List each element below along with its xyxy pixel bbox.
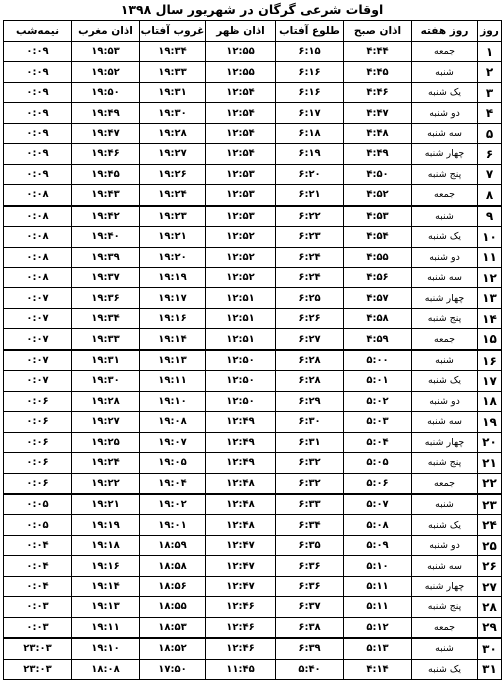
cell-sunrise: ۶:۳۵ <box>276 535 344 555</box>
cell-weekday: جمعه <box>412 185 478 206</box>
cell-maghrib: ۱۹:۱۰ <box>72 638 140 659</box>
cell-dhuhr: ۱۲:۴۶ <box>206 638 276 659</box>
cell-maghrib: ۱۹:۲۷ <box>72 412 140 432</box>
table-row <box>4 329 502 350</box>
header-fajr: اذان صبح <box>344 21 412 42</box>
cell-weekday: پنج شنبه <box>412 308 478 328</box>
cell-maghrib: ۱۹:۳۷ <box>72 267 140 287</box>
cell-sunset: ۱۹:۰۸ <box>140 412 206 432</box>
cell-dhuhr: ۱۲:۵۰ <box>206 350 276 371</box>
table-row <box>4 391 502 411</box>
cell-fajr: ۴:۵۹ <box>344 329 412 350</box>
cell-sunset: ۱۹:۰۴ <box>140 473 206 494</box>
cell-midnight: ۰:۰۶ <box>4 432 72 452</box>
cell-sunrise: ۵:۴۰ <box>276 659 344 679</box>
cell-fajr: ۴:۵۶ <box>344 267 412 287</box>
table-row <box>4 206 502 227</box>
cell-dhuhr: ۱۲:۵۵ <box>206 62 276 82</box>
cell-sunrise: ۶:۲۳ <box>276 227 344 247</box>
cell-maghrib: ۱۹:۱۴ <box>72 576 140 596</box>
cell-midnight: ۰:۰۹ <box>4 164 72 184</box>
cell-midnight: ۰:۰۴ <box>4 556 72 576</box>
cell-midnight: ۰:۰۴ <box>4 576 72 596</box>
cell-sunset: ۱۹:۰۱ <box>140 515 206 535</box>
cell-maghrib: ۱۹:۳۳ <box>72 329 140 350</box>
cell-sunrise: ۶:۱۶ <box>276 62 344 82</box>
cell-midnight: ۲۳:۰۳ <box>4 659 72 679</box>
table-row <box>4 42 502 62</box>
cell-sunset: ۱۹:۲۸ <box>140 123 206 143</box>
table-row <box>4 597 502 617</box>
header-maghrib: اذان مغرب <box>72 21 140 42</box>
cell-day: ۱۳ <box>478 288 502 308</box>
cell-sunset: ۱۹:۲۶ <box>140 164 206 184</box>
cell-fajr: ۴:۵۴ <box>344 227 412 247</box>
cell-sunset: ۱۹:۱۹ <box>140 267 206 287</box>
cell-weekday: یک شنبه <box>412 371 478 391</box>
cell-sunset: ۱۹:۳۱ <box>140 82 206 102</box>
cell-day: ۲۵ <box>478 535 502 555</box>
table-row <box>4 494 502 515</box>
cell-dhuhr: ۱۲:۴۷ <box>206 556 276 576</box>
cell-dhuhr: ۱۲:۵۳ <box>206 185 276 206</box>
cell-maghrib: ۱۹:۴۹ <box>72 103 140 123</box>
cell-sunset: ۱۷:۵۰ <box>140 659 206 679</box>
cell-sunset: ۱۹:۳۳ <box>140 62 206 82</box>
cell-midnight: ۰:۰۴ <box>4 535 72 555</box>
cell-day: ۲۴ <box>478 515 502 535</box>
cell-maghrib: ۱۹:۵۰ <box>72 82 140 102</box>
table-row <box>4 62 502 82</box>
cell-midnight: ۰:۰۳ <box>4 617 72 638</box>
cell-sunset: ۱۹:۱۳ <box>140 350 206 371</box>
cell-sunset: ۱۸:۵۵ <box>140 597 206 617</box>
cell-sunrise: ۶:۲۲ <box>276 206 344 227</box>
cell-day: ۱۰ <box>478 227 502 247</box>
cell-sunrise: ۶:۳۴ <box>276 515 344 535</box>
cell-midnight: ۰:۰۸ <box>4 185 72 206</box>
cell-weekday: سه شنبه <box>412 267 478 287</box>
header-midnight: نیمه‌شب <box>4 21 72 42</box>
cell-sunrise: ۶:۱۹ <box>276 144 344 164</box>
cell-dhuhr: ۱۲:۵۲ <box>206 267 276 287</box>
cell-maghrib: ۱۹:۴۳ <box>72 185 140 206</box>
page-title: اوقات شرعی گرگان در شهریور سال ۱۳۹۸ <box>120 2 384 17</box>
cell-midnight: ۰:۰۷ <box>4 350 72 371</box>
cell-sunset: ۱۹:۲۷ <box>140 144 206 164</box>
cell-fajr: ۵:۱۲ <box>344 617 412 638</box>
cell-sunset: ۱۸:۵۶ <box>140 576 206 596</box>
cell-day: ۱۴ <box>478 308 502 328</box>
cell-sunset: ۱۹:۲۴ <box>140 185 206 206</box>
cell-sunset: ۱۹:۱۴ <box>140 329 206 350</box>
header-weekday: روز هفته <box>412 21 478 42</box>
cell-maghrib: ۱۹:۴۲ <box>72 206 140 227</box>
cell-dhuhr: ۱۲:۴۶ <box>206 597 276 617</box>
cell-weekday: دو شنبه <box>412 247 478 267</box>
cell-day: ۲۶ <box>478 556 502 576</box>
cell-weekday: شنبه <box>412 638 478 659</box>
cell-dhuhr: ۱۲:۵۰ <box>206 371 276 391</box>
cell-midnight: ۰:۰۹ <box>4 42 72 62</box>
table-row <box>4 535 502 555</box>
cell-sunset: ۱۹:۱۶ <box>140 308 206 328</box>
cell-midnight: ۰:۰۷ <box>4 371 72 391</box>
cell-fajr: ۴:۵۳ <box>344 206 412 227</box>
cell-sunset: ۱۸:۵۸ <box>140 556 206 576</box>
cell-sunrise: ۶:۲۱ <box>276 185 344 206</box>
cell-midnight: ۰:۰۶ <box>4 391 72 411</box>
cell-sunrise: ۶:۳۸ <box>276 617 344 638</box>
cell-sunrise: ۶:۳۲ <box>276 453 344 473</box>
cell-sunrise: ۶:۳۳ <box>276 494 344 515</box>
cell-sunrise: ۶:۳۱ <box>276 432 344 452</box>
cell-sunrise: ۶:۳۷ <box>276 597 344 617</box>
cell-fajr: ۴:۵۰ <box>344 164 412 184</box>
cell-midnight: ۰:۰۷ <box>4 308 72 328</box>
cell-weekday: جمعه <box>412 42 478 62</box>
cell-maghrib: ۱۹:۲۴ <box>72 453 140 473</box>
cell-fajr: ۵:۰۲ <box>344 391 412 411</box>
table-row <box>4 576 502 596</box>
cell-sunrise: ۶:۳۹ <box>276 638 344 659</box>
cell-maghrib: ۱۹:۵۳ <box>72 42 140 62</box>
cell-maghrib: ۱۹:۵۲ <box>72 62 140 82</box>
table-row <box>4 267 502 287</box>
cell-midnight: ۰:۰۸ <box>4 267 72 287</box>
header-sunset: غروب آفتاب <box>140 21 206 42</box>
cell-sunset: ۱۸:۵۳ <box>140 617 206 638</box>
cell-midnight: ۲۳:۰۳ <box>4 638 72 659</box>
cell-weekday: شنبه <box>412 206 478 227</box>
cell-midnight: ۰:۰۸ <box>4 247 72 267</box>
table-row <box>4 638 502 659</box>
cell-day: ۱۶ <box>478 350 502 371</box>
cell-day: ۹ <box>478 206 502 227</box>
cell-midnight: ۰:۰۵ <box>4 494 72 515</box>
cell-fajr: ۵:۱۱ <box>344 576 412 596</box>
cell-day: ۱۷ <box>478 371 502 391</box>
table-row <box>4 123 502 143</box>
cell-weekday: پنج شنبه <box>412 597 478 617</box>
cell-midnight: ۰:۰۸ <box>4 227 72 247</box>
cell-weekday: سه شنبه <box>412 123 478 143</box>
cell-sunset: ۱۹:۲۳ <box>140 206 206 227</box>
cell-weekday: چهار شنبه <box>412 144 478 164</box>
cell-maghrib: ۱۹:۱۹ <box>72 515 140 535</box>
cell-sunrise: ۶:۳۶ <box>276 576 344 596</box>
cell-sunset: ۱۹:۱۰ <box>140 391 206 411</box>
cell-maghrib: ۱۹:۲۱ <box>72 494 140 515</box>
table-row <box>4 659 502 679</box>
cell-dhuhr: ۱۲:۴۶ <box>206 617 276 638</box>
table-row <box>4 453 502 473</box>
cell-day: ۱۹ <box>478 412 502 432</box>
cell-dhuhr: ۱۲:۴۹ <box>206 453 276 473</box>
cell-dhuhr: ۱۲:۴۸ <box>206 515 276 535</box>
cell-dhuhr: ۱۲:۵۰ <box>206 391 276 411</box>
cell-sunrise: ۶:۲۴ <box>276 247 344 267</box>
header-day: روز <box>478 21 502 42</box>
cell-day: ۱ <box>478 42 502 62</box>
cell-maghrib: ۱۹:۴۶ <box>72 144 140 164</box>
table-row <box>4 350 502 371</box>
cell-weekday: پنج شنبه <box>412 164 478 184</box>
cell-fajr: ۵:۰۶ <box>344 473 412 494</box>
table-row <box>4 432 502 452</box>
cell-maghrib: ۱۹:۲۲ <box>72 473 140 494</box>
cell-sunset: ۱۸:۵۲ <box>140 638 206 659</box>
cell-fajr: ۵:۰۴ <box>344 432 412 452</box>
header-dhuhr: اذان ظهر <box>206 21 276 42</box>
cell-fajr: ۵:۰۳ <box>344 412 412 432</box>
cell-fajr: ۵:۱۱ <box>344 597 412 617</box>
cell-dhuhr: ۱۲:۴۸ <box>206 473 276 494</box>
cell-sunset: ۱۹:۳۰ <box>140 103 206 123</box>
cell-midnight: ۰:۰۹ <box>4 82 72 102</box>
cell-midnight: ۰:۰۵ <box>4 515 72 535</box>
cell-weekday: شنبه <box>412 494 478 515</box>
cell-dhuhr: ۱۲:۵۴ <box>206 103 276 123</box>
cell-sunrise: ۶:۳۶ <box>276 556 344 576</box>
cell-weekday: دو شنبه <box>412 391 478 411</box>
cell-weekday: سه شنبه <box>412 556 478 576</box>
cell-maghrib: ۱۹:۱۱ <box>72 617 140 638</box>
cell-sunrise: ۶:۲۹ <box>276 391 344 411</box>
cell-day: ۲۳ <box>478 494 502 515</box>
cell-day: ۷ <box>478 164 502 184</box>
cell-sunrise: ۶:۲۸ <box>276 371 344 391</box>
cell-dhuhr: ۱۲:۵۲ <box>206 247 276 267</box>
table-row <box>4 247 502 267</box>
cell-weekday: یک شنبه <box>412 82 478 102</box>
cell-day: ۶ <box>478 144 502 164</box>
cell-maghrib: ۱۹:۳۰ <box>72 371 140 391</box>
cell-dhuhr: ۱۲:۴۷ <box>206 576 276 596</box>
cell-fajr: ۵:۰۷ <box>344 494 412 515</box>
cell-sunset: ۱۹:۰۷ <box>140 432 206 452</box>
table-header-row <box>4 21 502 42</box>
cell-weekday: جمعه <box>412 329 478 350</box>
cell-maghrib: ۱۹:۴۵ <box>72 164 140 184</box>
cell-weekday: شنبه <box>412 62 478 82</box>
cell-maghrib: ۱۹:۴۰ <box>72 227 140 247</box>
table-row <box>4 617 502 638</box>
cell-sunrise: ۶:۱۸ <box>276 123 344 143</box>
cell-day: ۲۸ <box>478 597 502 617</box>
cell-sunrise: ۶:۲۴ <box>276 267 344 287</box>
table-row <box>4 185 502 206</box>
cell-fajr: ۴:۴۶ <box>344 82 412 102</box>
cell-day: ۱۲ <box>478 267 502 287</box>
table-row <box>4 164 502 184</box>
cell-midnight: ۰:۰۹ <box>4 62 72 82</box>
cell-midnight: ۰:۰۳ <box>4 597 72 617</box>
cell-fajr: ۴:۴۹ <box>344 144 412 164</box>
cell-sunset: ۱۹:۱۷ <box>140 288 206 308</box>
cell-fajr: ۴:۴۸ <box>344 123 412 143</box>
table-row <box>4 103 502 123</box>
cell-maghrib: ۱۹:۲۸ <box>72 391 140 411</box>
cell-dhuhr: ۱۲:۴۷ <box>206 535 276 555</box>
cell-day: ۳۰ <box>478 638 502 659</box>
cell-maghrib: ۱۹:۱۳ <box>72 597 140 617</box>
cell-day: ۳۱ <box>478 659 502 679</box>
cell-day: ۴ <box>478 103 502 123</box>
cell-sunrise: ۶:۲۸ <box>276 350 344 371</box>
cell-maghrib: ۱۹:۱۶ <box>72 556 140 576</box>
cell-fajr: ۵:۰۹ <box>344 535 412 555</box>
table-row <box>4 515 502 535</box>
table-row <box>4 82 502 102</box>
cell-sunrise: ۶:۲۰ <box>276 164 344 184</box>
cell-weekday: چهار شنبه <box>412 432 478 452</box>
cell-midnight: ۰:۰۶ <box>4 453 72 473</box>
cell-dhuhr: ۱۲:۵۱ <box>206 308 276 328</box>
cell-fajr: ۴:۱۴ <box>344 659 412 679</box>
cell-day: ۱۸ <box>478 391 502 411</box>
cell-weekday: شنبه <box>412 350 478 371</box>
cell-maghrib: ۱۹:۳۹ <box>72 247 140 267</box>
cell-day: ۲۰ <box>478 432 502 452</box>
table-row <box>4 144 502 164</box>
cell-sunset: ۱۹:۰۲ <box>140 494 206 515</box>
cell-midnight: ۰:۰۶ <box>4 473 72 494</box>
table-row <box>4 473 502 494</box>
cell-fajr: ۵:۰۵ <box>344 453 412 473</box>
table-row <box>4 308 502 328</box>
cell-midnight: ۰:۰۹ <box>4 144 72 164</box>
cell-fajr: ۴:۵۷ <box>344 288 412 308</box>
cell-fajr: ۵:۱۰ <box>344 556 412 576</box>
cell-weekday: سه شنبه <box>412 412 478 432</box>
cell-weekday: جمعه <box>412 473 478 494</box>
cell-sunset: ۱۸:۵۹ <box>140 535 206 555</box>
cell-dhuhr: ۱۱:۴۵ <box>206 659 276 679</box>
table-row <box>4 556 502 576</box>
cell-sunrise: ۶:۲۵ <box>276 288 344 308</box>
cell-sunset: ۱۹:۰۵ <box>140 453 206 473</box>
cell-fajr: ۴:۴۵ <box>344 62 412 82</box>
cell-day: ۱۵ <box>478 329 502 350</box>
cell-day: ۳ <box>478 82 502 102</box>
cell-dhuhr: ۱۲:۵۴ <box>206 82 276 102</box>
cell-sunrise: ۶:۳۲ <box>276 473 344 494</box>
cell-day: ۲ <box>478 62 502 82</box>
cell-sunset: ۱۹:۳۴ <box>140 42 206 62</box>
cell-dhuhr: ۱۲:۵۲ <box>206 227 276 247</box>
cell-sunrise: ۶:۲۷ <box>276 329 344 350</box>
cell-fajr: ۴:۵۸ <box>344 308 412 328</box>
cell-sunrise: ۶:۱۷ <box>276 103 344 123</box>
cell-midnight: ۰:۰۶ <box>4 412 72 432</box>
cell-maghrib: ۱۸:۰۸ <box>72 659 140 679</box>
cell-fajr: ۵:۰۱ <box>344 371 412 391</box>
cell-dhuhr: ۱۲:۵۳ <box>206 164 276 184</box>
cell-maghrib: ۱۹:۱۸ <box>72 535 140 555</box>
cell-midnight: ۰:۰۷ <box>4 329 72 350</box>
cell-maghrib: ۱۹:۳۱ <box>72 350 140 371</box>
cell-weekday: جمعه <box>412 617 478 638</box>
table-body <box>4 42 502 680</box>
cell-weekday: یک شنبه <box>412 659 478 679</box>
cell-maghrib: ۱۹:۴۷ <box>72 123 140 143</box>
cell-weekday: یک شنبه <box>412 227 478 247</box>
cell-midnight: ۰:۰۹ <box>4 123 72 143</box>
cell-fajr: ۴:۴۷ <box>344 103 412 123</box>
cell-fajr: ۴:۵۵ <box>344 247 412 267</box>
cell-midnight: ۰:۰۸ <box>4 206 72 227</box>
cell-weekday: یک شنبه <box>412 515 478 535</box>
cell-dhuhr: ۱۲:۴۹ <box>206 432 276 452</box>
cell-fajr: ۵:۰۰ <box>344 350 412 371</box>
cell-dhuhr: ۱۲:۵۴ <box>206 123 276 143</box>
cell-sunrise: ۶:۲۶ <box>276 308 344 328</box>
cell-midnight: ۰:۰۹ <box>4 103 72 123</box>
cell-weekday: چهار شنبه <box>412 288 478 308</box>
table-row <box>4 412 502 432</box>
cell-sunset: ۱۹:۲۱ <box>140 227 206 247</box>
cell-midnight: ۰:۰۷ <box>4 288 72 308</box>
cell-sunrise: ۶:۱۶ <box>276 82 344 102</box>
header-sunrise: طلوع آفتاب <box>276 21 344 42</box>
cell-fajr: ۴:۵۲ <box>344 185 412 206</box>
cell-sunset: ۱۹:۲۰ <box>140 247 206 267</box>
prayer-times-table <box>3 20 502 680</box>
cell-fajr: ۴:۴۴ <box>344 42 412 62</box>
cell-dhuhr: ۱۲:۵۱ <box>206 288 276 308</box>
cell-day: ۲۷ <box>478 576 502 596</box>
cell-dhuhr: ۱۲:۵۱ <box>206 329 276 350</box>
cell-weekday: چهار شنبه <box>412 576 478 596</box>
cell-weekday: دو شنبه <box>412 535 478 555</box>
cell-maghrib: ۱۹:۲۵ <box>72 432 140 452</box>
cell-fajr: ۵:۱۳ <box>344 638 412 659</box>
cell-sunset: ۱۹:۱۱ <box>140 371 206 391</box>
cell-maghrib: ۱۹:۳۴ <box>72 308 140 328</box>
cell-day: ۵ <box>478 123 502 143</box>
cell-weekday: پنج شنبه <box>412 453 478 473</box>
cell-day: ۲۲ <box>478 473 502 494</box>
table-row <box>4 288 502 308</box>
cell-maghrib: ۱۹:۳۶ <box>72 288 140 308</box>
cell-day: ۲۱ <box>478 453 502 473</box>
table-row <box>4 227 502 247</box>
cell-day: ۸ <box>478 185 502 206</box>
cell-day: ۱۱ <box>478 247 502 267</box>
cell-day: ۲۹ <box>478 617 502 638</box>
cell-sunrise: ۶:۳۰ <box>276 412 344 432</box>
cell-dhuhr: ۱۲:۵۴ <box>206 144 276 164</box>
cell-weekday: دو شنبه <box>412 103 478 123</box>
cell-dhuhr: ۱۲:۵۵ <box>206 42 276 62</box>
table-row <box>4 371 502 391</box>
cell-fajr: ۵:۰۸ <box>344 515 412 535</box>
cell-dhuhr: ۱۲:۴۹ <box>206 412 276 432</box>
cell-dhuhr: ۱۲:۵۳ <box>206 206 276 227</box>
cell-sunrise: ۶:۱۵ <box>276 42 344 62</box>
cell-dhuhr: ۱۲:۴۸ <box>206 494 276 515</box>
